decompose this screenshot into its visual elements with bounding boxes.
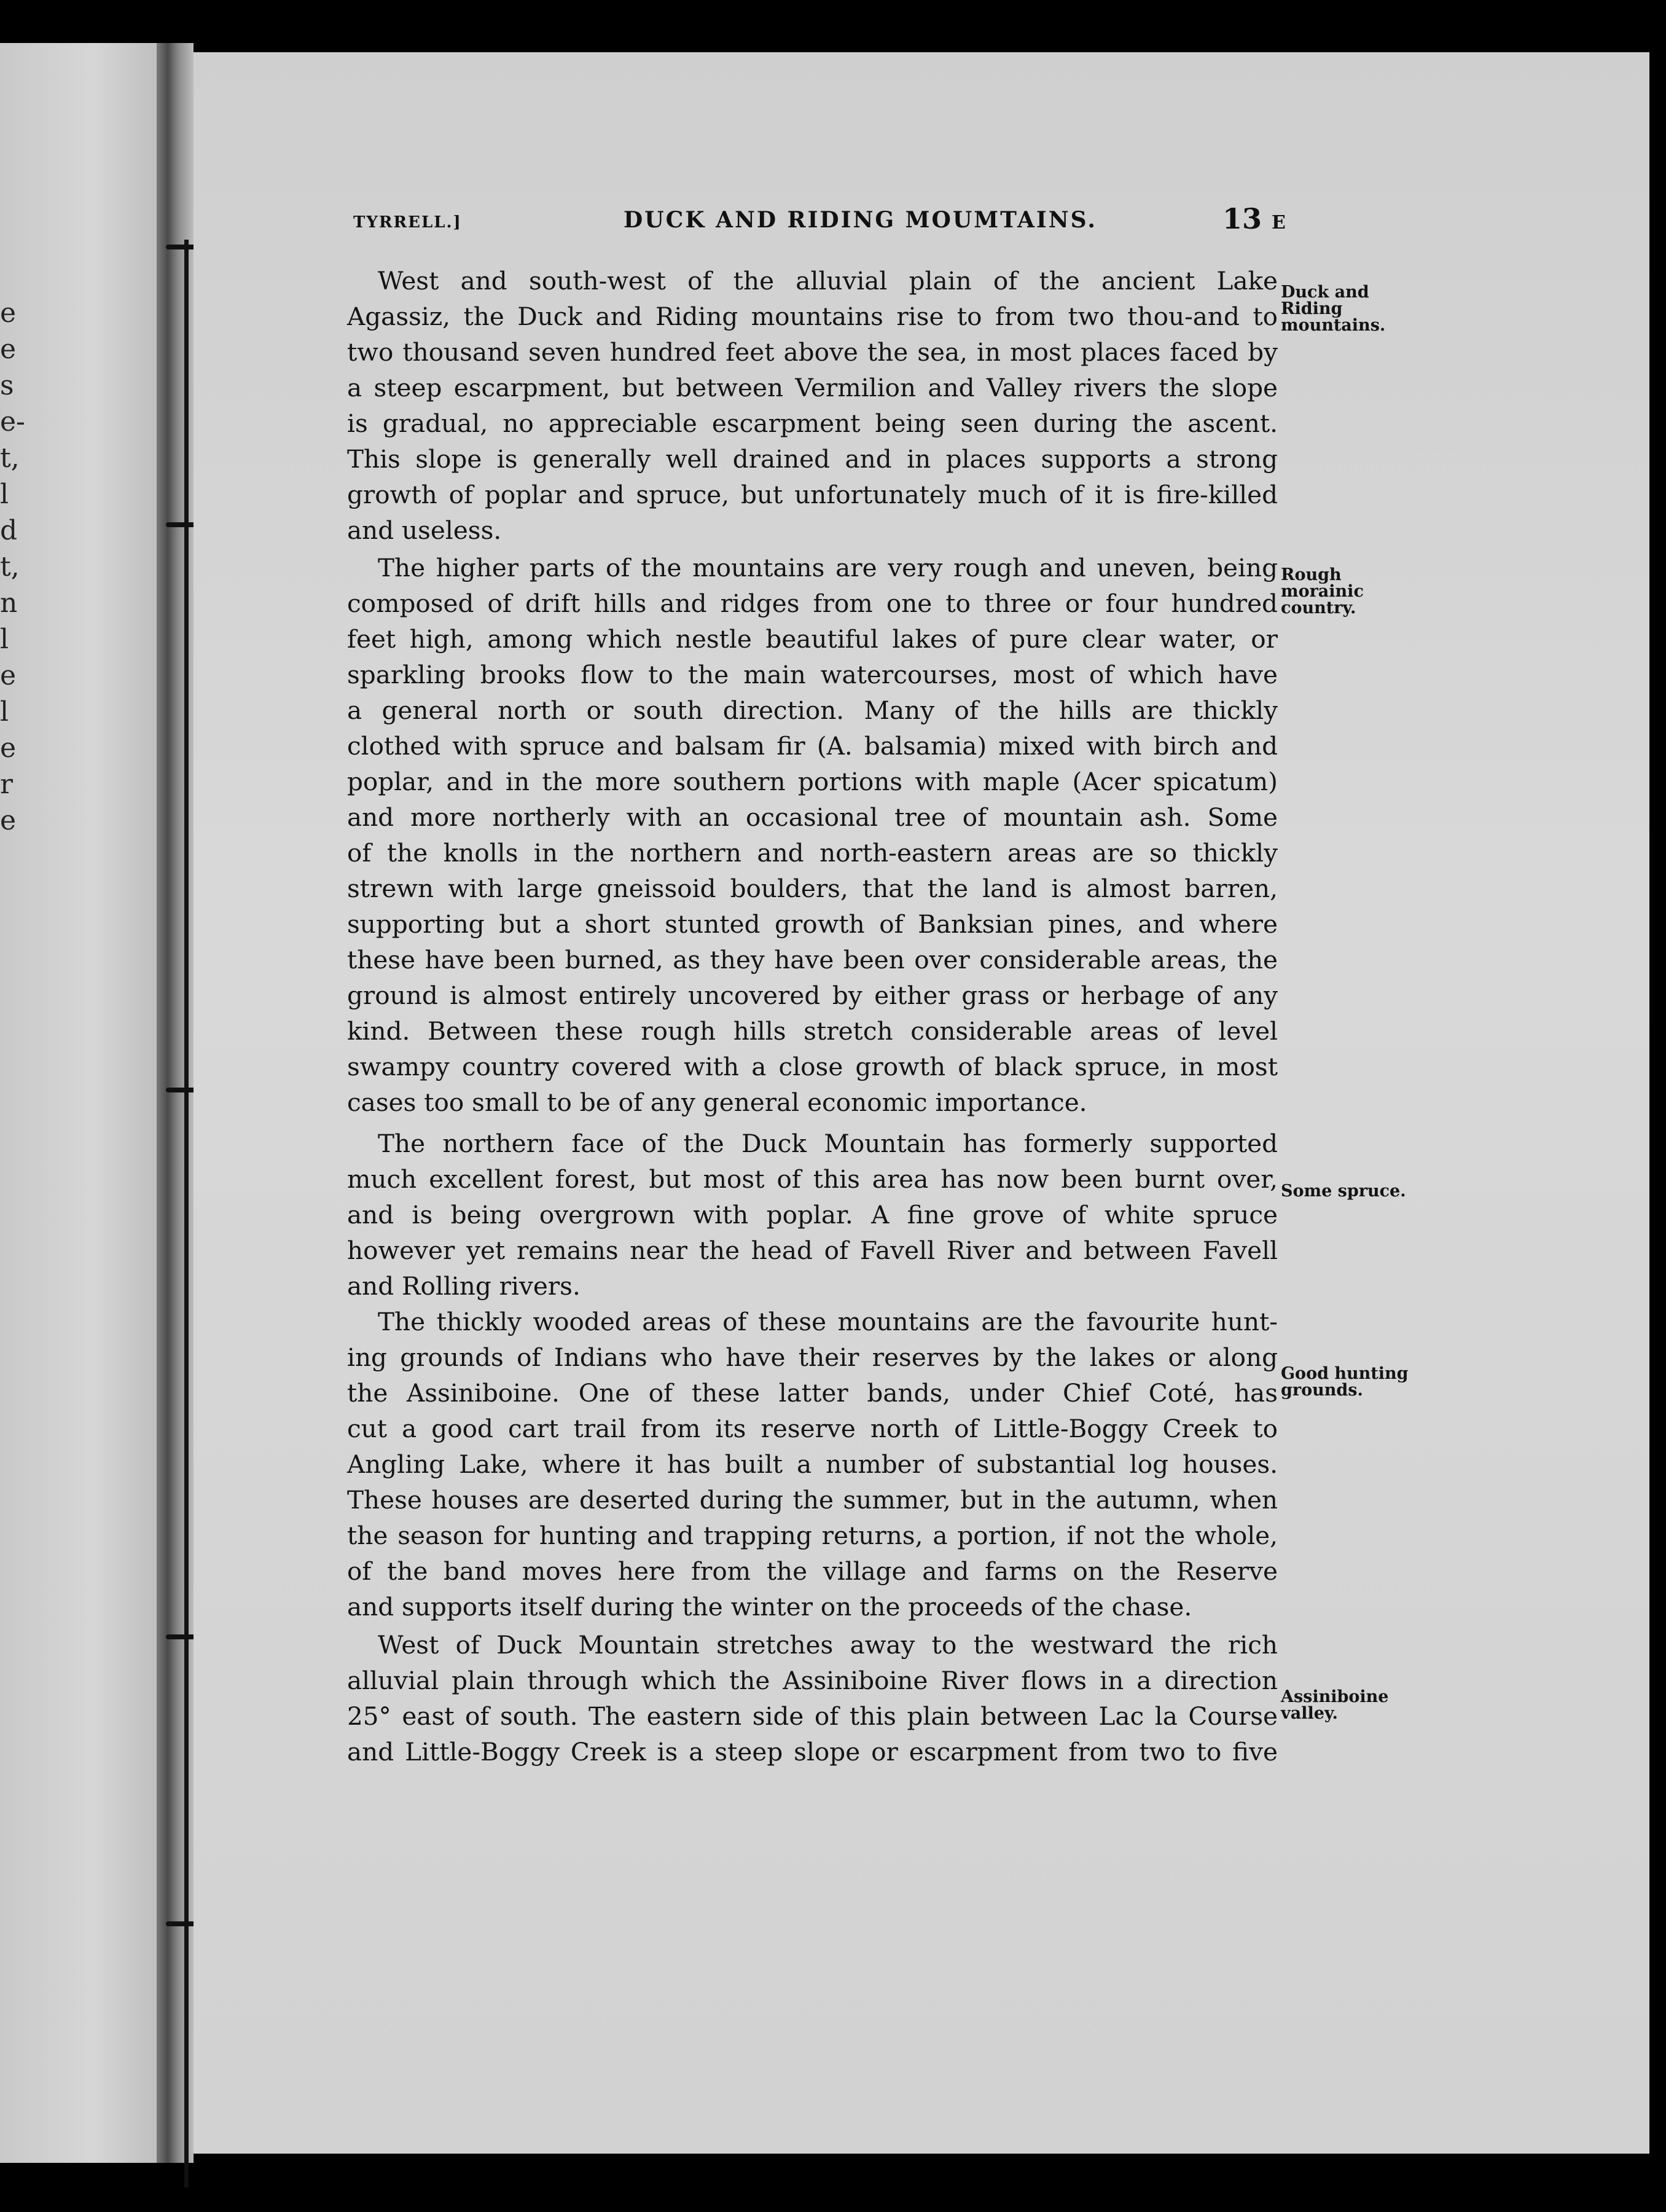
text-line: The northern face of the Duck Mountain has formerly supported xyxy=(378,1129,1278,1158)
binding-thread xyxy=(184,240,189,2187)
paragraph xyxy=(347,550,1278,1120)
text-line: and supports itself during the winter on the proceeds of the chase. xyxy=(347,1592,1192,1622)
text-line: strewn with large gneissoid boulders, that the land is almost barren, xyxy=(347,874,1278,903)
text-line: and useless. xyxy=(347,516,502,545)
text-line: and more northerly with an occasional tree of mountain ash. Some xyxy=(347,802,1278,832)
text-line: two thousand seven hundred feet above the sea, in most places faced by xyxy=(347,337,1278,367)
text-line: much excellent forest, but most of this area has now been burnt over, xyxy=(347,1164,1278,1194)
side-note xyxy=(1281,284,1404,334)
paragraph xyxy=(347,1126,1278,1304)
line-ending: e xyxy=(0,732,17,764)
text-line: and is being overgrown with poplar. A fine grove of white spruce xyxy=(347,1200,1278,1230)
line-ending: t, xyxy=(0,442,20,474)
line-ending: n xyxy=(0,587,18,619)
side-note-line: Rough xyxy=(1281,565,1342,584)
line-ending: d xyxy=(0,515,18,546)
text-line: these have been burned, as they have been over considerable areas, the xyxy=(347,945,1278,975)
side-note-line: grounds. xyxy=(1281,1381,1363,1400)
line-ending: l xyxy=(0,624,9,655)
previous-page-line-endings xyxy=(0,295,25,839)
text-line: ing grounds of Indians who have their reserves by the lakes or along xyxy=(347,1343,1278,1372)
line-ending: e- xyxy=(0,406,25,437)
line-ending: e xyxy=(0,334,17,365)
side-note-line: morainic xyxy=(1281,582,1364,601)
text-line: cases too small to be of any general economic importance. xyxy=(347,1088,1087,1117)
line-ending: l xyxy=(0,696,9,728)
side-note xyxy=(1281,1688,1404,1722)
text-line: and Rolling rivers. xyxy=(347,1271,581,1301)
text-line: alluvial plain through which the Assiniboine River flows in a direction xyxy=(347,1666,1278,1695)
line-ending: r xyxy=(0,769,14,800)
line-ending: e xyxy=(0,297,17,329)
side-note xyxy=(1281,1364,1409,1400)
side-note xyxy=(1281,1183,1404,1199)
side-note xyxy=(1281,567,1404,616)
line-ending: e xyxy=(0,660,17,691)
text-line: is gradual, no appreciable escarpment being seen during the ascent. xyxy=(347,409,1278,438)
line-ending: t, xyxy=(0,551,20,582)
side-note-line: Assiniboine xyxy=(1281,1687,1389,1706)
paragraph xyxy=(347,263,1278,548)
line-ending: l xyxy=(0,479,9,510)
previous-page-edge xyxy=(0,43,157,2163)
side-note-line: Riding xyxy=(1281,299,1343,318)
text-line: Agassiz, the Duck and Riding mountains rise to from two thou-and to xyxy=(347,302,1278,331)
paragraph xyxy=(347,1304,1278,1625)
side-note-line: valley. xyxy=(1281,1704,1338,1723)
paragraph xyxy=(347,1627,1278,1770)
text-line: growth of poplar and spruce, but unfortunately much of it is fire-killed xyxy=(347,480,1278,509)
text-line: the season for hunting and trapping returns, a portion, if not the whole, xyxy=(347,1521,1278,1550)
scan-border xyxy=(1649,43,1666,2212)
running-head xyxy=(0,202,1666,243)
text-line: feet high, among which nestle beautiful lakes of pure clear water, or xyxy=(347,624,1278,654)
text-line: sparkling brooks flow to the main watercourses, most of which have xyxy=(347,660,1278,689)
text-line: of the band moves here from the village and farms on the Reserve xyxy=(347,1556,1278,1586)
line-ending: s xyxy=(0,370,14,401)
text-line: the Assiniboine. One of these latter bands, under Chief Coté, has xyxy=(347,1378,1278,1408)
text-line: This slope is generally well drained and in places supports a strong xyxy=(347,444,1278,474)
text-line: poplar, and in the more southern portions with maple (Acer spicatum) xyxy=(347,767,1278,796)
running-head-author: TYRRELL.] xyxy=(353,213,462,232)
text-line: supporting but a short stunted growth of Banksian pines, and where xyxy=(347,909,1278,939)
side-note-line: country. xyxy=(1281,598,1356,618)
text-line: These houses are deserted during the summer, but in the autumn, when xyxy=(347,1485,1278,1515)
line-ending: e xyxy=(0,805,17,836)
text-line: West and south-west of the alluvial plain of the ancient Lake xyxy=(378,266,1278,296)
text-line: The thickly wooded areas of these mountains are the favourite hunt- xyxy=(378,1307,1278,1336)
text-line: Angling Lake, where it has built a number of substantial log houses. xyxy=(347,1449,1278,1479)
text-line: however yet remains near the head of Favell River and between Favell xyxy=(347,1236,1278,1265)
text-line: ground is almost entirely uncovered by either grass or herbage of any xyxy=(347,981,1278,1010)
side-note-line: mountains. xyxy=(1281,316,1386,335)
text-line: of the knolls in the northern and north-eastern areas are so thickly xyxy=(347,838,1278,868)
text-line: clothed with spruce and balsam fir (A. balsamia) mixed with birch and xyxy=(347,731,1278,761)
page-number-suffix: E xyxy=(1272,212,1286,233)
side-note-line: Some spruce. xyxy=(1281,1182,1406,1201)
running-head-title: DUCK AND RIDING MOUMTAINS. xyxy=(624,207,1097,233)
text-line: a general north or south direction. Many of the hills are thickly xyxy=(347,696,1278,725)
text-line: and Little-Boggy Creek is a steep slope or escarpment from two to five xyxy=(347,1737,1278,1767)
text-line: West of Duck Mountain stretches away to the westward the rich xyxy=(378,1630,1278,1660)
text-line: a steep escarpment, but between Vermilion and Valley rivers the slope xyxy=(347,373,1278,402)
text-line: The higher parts of the mountains are very rough and uneven, being xyxy=(378,553,1278,582)
text-line: kind. Between these rough hills stretch considerable areas of level xyxy=(347,1016,1278,1046)
side-note-line: Duck and xyxy=(1281,283,1369,302)
text-line: composed of drift hills and ridges from one to three or four hundred xyxy=(347,589,1278,618)
side-note-line: Good hunting xyxy=(1281,1364,1409,1383)
text-line: 25° east of south. The eastern side of this plain between Lac la Course xyxy=(347,1701,1278,1731)
text-line: cut a good cart trail from its reserve north of Little-Boggy Creek to xyxy=(347,1414,1278,1443)
page-number: 13 E xyxy=(1222,202,1286,235)
text-line: swampy country covered with a close growth of black spruce, in most xyxy=(347,1052,1278,1081)
